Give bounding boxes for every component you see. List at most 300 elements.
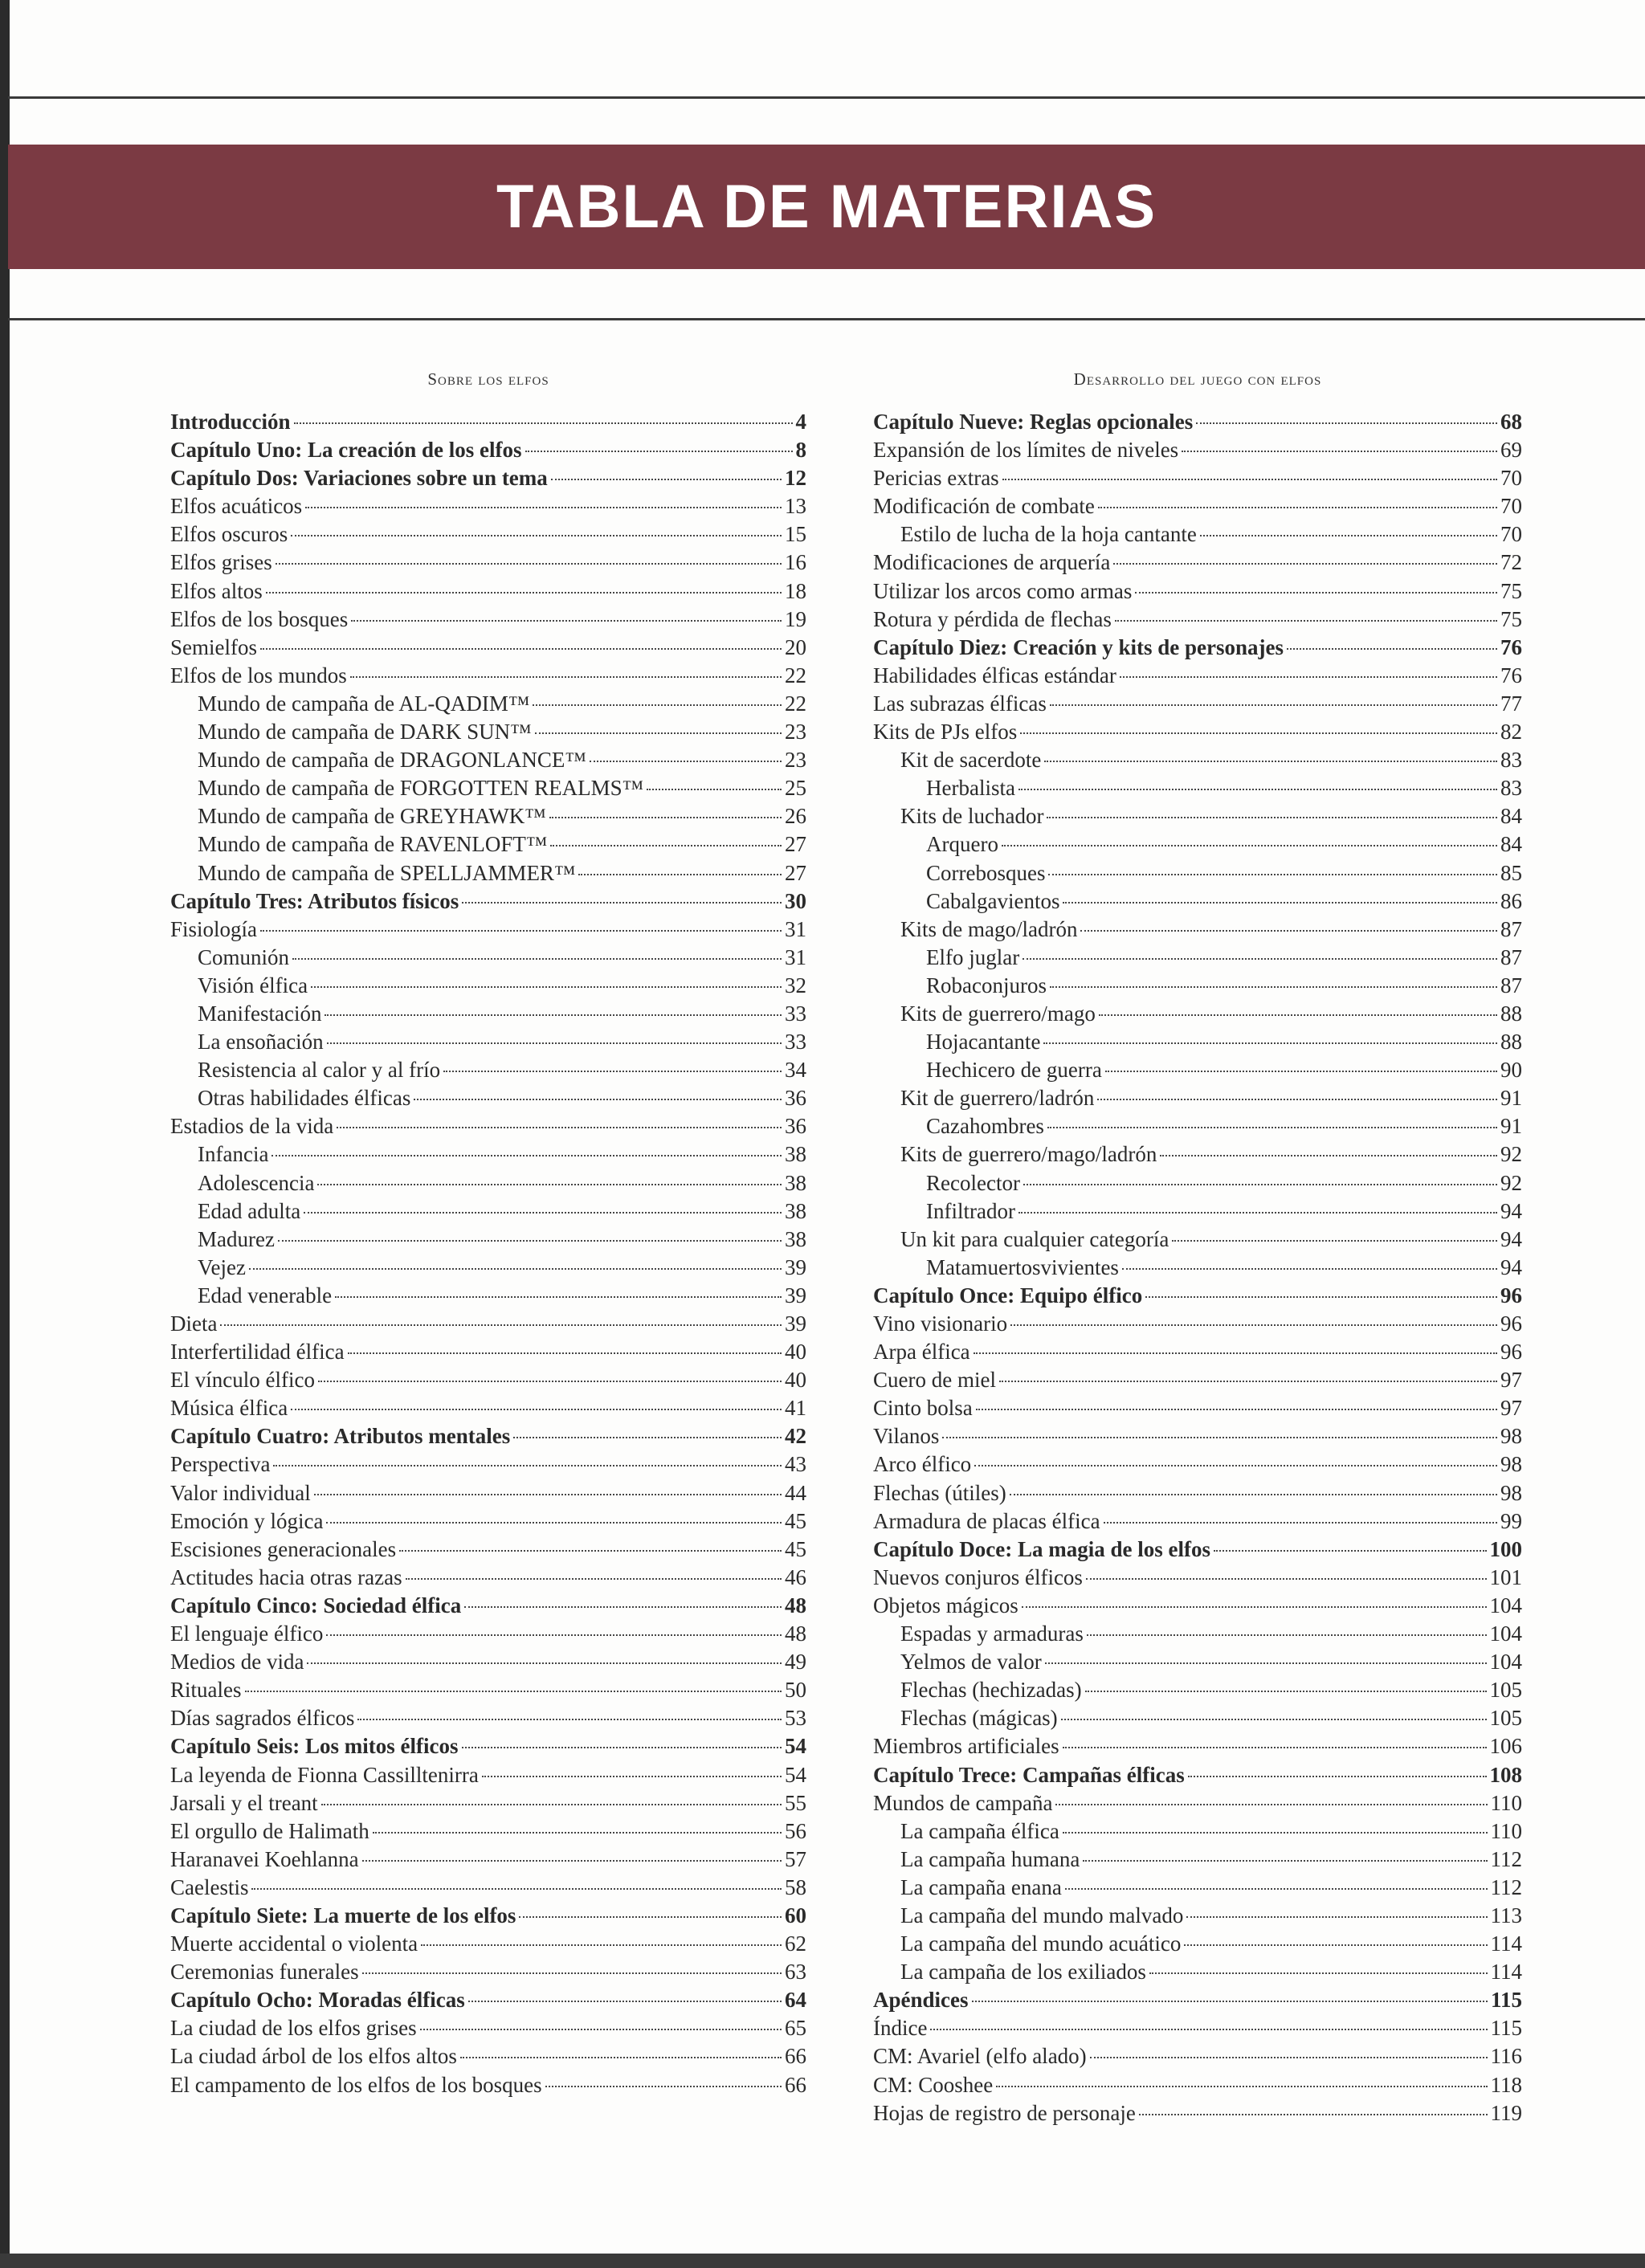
toc-dot-leader xyxy=(304,1212,782,1214)
toc-entry-title: Mundo de campaña de RAVENLOFT™ xyxy=(198,832,548,857)
toc-entry-title: Mundo de campaña de GREYHAWK™ xyxy=(198,804,546,829)
toc-dot-leader xyxy=(550,845,782,846)
top-rule xyxy=(8,96,1645,99)
toc-page-number: 45 xyxy=(785,1508,806,1533)
toc-dot-leader xyxy=(1184,1944,1487,1946)
toc-dot-leader xyxy=(942,1437,1497,1438)
left-section-heading: Sobre los elfos xyxy=(427,369,549,389)
toc-dot-leader xyxy=(1188,1776,1487,1777)
toc-dot-leader xyxy=(1065,1888,1488,1890)
toc-page-number: 116 xyxy=(1490,2044,1522,2069)
toc-entry-title: Ceremonias funerales xyxy=(170,1960,359,1984)
toc-entry xyxy=(170,718,806,746)
toc-entry-title: Yelmos de valor xyxy=(900,1650,1042,1674)
toc-entry xyxy=(873,916,1522,944)
toc-page-number: 88 xyxy=(1500,1001,1522,1026)
toc-dot-leader xyxy=(1120,676,1497,678)
toc-entry xyxy=(170,774,806,802)
toc-page-number: 23 xyxy=(785,720,806,744)
toc-entry-title: CM: Cooshee xyxy=(873,2072,994,2097)
toc-dot-leader xyxy=(513,1437,782,1438)
toc-dot-leader xyxy=(1002,479,1497,480)
toc-page-number: 119 xyxy=(1490,2100,1522,2125)
toc-entry xyxy=(873,802,1522,830)
toc-dot-leader xyxy=(1010,1324,1497,1326)
toc-page-number: 114 xyxy=(1490,1931,1522,1956)
toc-entry-title: Semielfos xyxy=(170,634,257,659)
toc-page-number: 63 xyxy=(785,1960,806,1984)
toc-dot-leader xyxy=(325,1014,782,1016)
toc-entry-title: Adolescencia xyxy=(198,1170,315,1195)
left-toc-column xyxy=(170,408,806,2099)
toc-entry-title: Hojas de registro de personaje xyxy=(873,2100,1136,2125)
toc-page-number: 39 xyxy=(785,1283,806,1307)
toc-entry xyxy=(170,1761,806,1789)
toc-dot-leader xyxy=(462,1747,782,1748)
toc-entry-title: La campaña élfica xyxy=(900,1818,1059,1843)
toc-entry-title: Mundo de campaña de SPELLJAMMER™ xyxy=(198,860,576,885)
toc-dot-leader xyxy=(317,1184,782,1185)
toc-entry xyxy=(170,1789,806,1817)
toc-entry xyxy=(873,1846,1522,1874)
toc-dot-leader xyxy=(460,2057,782,2058)
toc-entry xyxy=(170,2071,806,2099)
toc-entry xyxy=(170,859,806,887)
toc-entry-title: Infiltrador xyxy=(926,1198,1015,1223)
toc-entry xyxy=(873,1197,1522,1226)
toc-entry-title: Elfos acuáticos xyxy=(170,494,303,519)
toc-entry xyxy=(170,1846,806,1874)
toc-dot-leader xyxy=(535,732,782,734)
toc-entry-title: Valor individual xyxy=(170,1480,311,1505)
toc-entry-title: Vejez xyxy=(198,1254,246,1279)
toc-entry xyxy=(170,1338,806,1366)
toc-dot-leader xyxy=(647,789,782,790)
toc-entry-title: Rotura y pérdida de flechas xyxy=(873,606,1112,631)
toc-dot-leader xyxy=(462,902,782,904)
toc-entry xyxy=(873,972,1522,1000)
toc-dot-leader xyxy=(1083,1860,1487,1862)
toc-dot-leader xyxy=(399,1550,782,1552)
toc-dot-leader xyxy=(974,1465,1497,1466)
toc-entry-title: Interfertilidad élfica xyxy=(170,1340,345,1364)
toc-page-number: 45 xyxy=(785,1536,806,1561)
toc-entry xyxy=(170,944,806,972)
toc-page-number: 69 xyxy=(1500,438,1522,463)
toc-page-number: 104 xyxy=(1489,1650,1522,1674)
toc-entry xyxy=(873,1930,1522,1958)
toc-chapter-entry xyxy=(170,1986,806,2014)
toc-dot-leader xyxy=(350,676,782,678)
toc-page-number: 31 xyxy=(785,916,806,941)
toc-entry xyxy=(170,690,806,718)
toc-entry xyxy=(170,1676,806,1704)
toc-entry-title: Correbosques xyxy=(926,860,1046,885)
toc-dot-leader xyxy=(1063,1747,1487,1748)
toc-entry-title: Infancia xyxy=(198,1142,269,1167)
toc-entry-title: Arco élfico xyxy=(873,1452,972,1477)
toc-entry xyxy=(170,1536,806,1564)
toc-entry-title: Apéndices xyxy=(873,1988,969,2013)
toc-entry-title: Elfos altos xyxy=(170,578,263,603)
toc-page-number: 50 xyxy=(785,1678,806,1703)
toc-entry xyxy=(873,577,1522,606)
toc-dot-leader xyxy=(1090,2057,1488,2058)
toc-entry xyxy=(170,972,806,1000)
right-toc-column xyxy=(873,408,1522,2127)
toc-dot-leader xyxy=(1080,930,1497,932)
toc-page-number: 94 xyxy=(1500,1198,1522,1223)
toc-chapter-entry xyxy=(170,436,806,464)
toc-entry-title: Capítulo Doce: La magia de los elfos xyxy=(873,1536,1210,1561)
toc-page-number: 38 xyxy=(785,1198,806,1223)
toc-dot-leader xyxy=(1055,1804,1487,1805)
toc-dot-leader xyxy=(1113,563,1497,565)
toc-page-number: 91 xyxy=(1500,1086,1522,1111)
toc-page-number: 97 xyxy=(1500,1396,1522,1421)
toc-page-number: 40 xyxy=(785,1368,806,1393)
toc-dot-leader xyxy=(294,422,793,424)
toc-entry xyxy=(873,662,1522,690)
toc-entry xyxy=(170,1310,806,1338)
toc-entry xyxy=(873,1564,1522,1592)
toc-dot-leader xyxy=(1145,1296,1497,1298)
toc-page-number: 48 xyxy=(785,1593,806,1617)
toc-entry-title: La campaña enana xyxy=(900,1874,1062,1899)
toc-page-number: 96 xyxy=(1500,1311,1522,1336)
toc-entry-title: Armadura de placas élfica xyxy=(873,1508,1100,1533)
toc-page-number: 39 xyxy=(785,1254,806,1279)
toc-entry xyxy=(170,606,806,634)
toc-entry-title: Hojacantante xyxy=(926,1030,1041,1054)
toc-page-number: 84 xyxy=(1500,832,1522,857)
toc-entry xyxy=(873,1056,1522,1084)
toc-page-number: 13 xyxy=(785,494,806,519)
toc-entry xyxy=(873,1479,1522,1507)
toc-entry-title: Vilanos xyxy=(873,1424,940,1449)
toc-page-number: 96 xyxy=(1500,1283,1522,1307)
toc-page-number: 105 xyxy=(1489,1706,1522,1731)
toc-entry-title: Modificaciones de arquería xyxy=(873,550,1111,575)
toc-entry-title: Capítulo Tres: Atributos físicos xyxy=(170,888,459,913)
toc-entry-title: La ciudad árbol de los elfos altos xyxy=(170,2044,457,2069)
toc-dot-leader xyxy=(1002,845,1497,846)
toc-entry xyxy=(170,1197,806,1226)
toc-entry xyxy=(873,2042,1522,2070)
toc-page-number: 85 xyxy=(1500,860,1522,885)
toc-dot-leader xyxy=(1043,1042,1497,1044)
toc-entry-title: Elfos de los bosques xyxy=(170,606,349,631)
toc-page-number: 38 xyxy=(785,1226,806,1251)
toc-entry-title: Kits de PJs elfos xyxy=(873,720,1018,744)
toc-dot-leader xyxy=(1018,1212,1497,1214)
toc-entry xyxy=(873,1112,1522,1140)
toc-dot-leader xyxy=(482,1776,782,1777)
toc-page-number: 49 xyxy=(785,1650,806,1674)
toc-page-number: 60 xyxy=(785,1903,806,1927)
toc-entry-title: Elfo juglar xyxy=(926,944,1020,969)
toc-entry-title: CM: Avariel (elfo alado) xyxy=(873,2044,1087,2069)
toc-entry-title: Matamuertosvivientes xyxy=(926,1254,1119,1279)
toc-entry xyxy=(170,1282,806,1310)
toc-chapter-entry xyxy=(873,634,1522,662)
toc-chapter-entry xyxy=(170,887,806,916)
toc-page-number: 27 xyxy=(785,860,806,885)
toc-dot-leader xyxy=(1047,817,1497,818)
toc-entry-title: Edad venerable xyxy=(198,1283,333,1307)
toc-entry-title: Las subrazas élficas xyxy=(873,691,1047,716)
toc-entry xyxy=(873,1732,1522,1760)
toc-entry xyxy=(170,577,806,606)
toc-page-number: 26 xyxy=(785,804,806,829)
toc-page-number: 32 xyxy=(785,973,806,997)
toc-entry-title: Emoción y lógica xyxy=(170,1508,324,1533)
toc-entry-title: Capítulo Cuatro: Atributos mentales xyxy=(170,1424,511,1449)
toc-entry-title: Arquero xyxy=(926,832,998,857)
toc-entry xyxy=(873,1874,1522,1902)
toc-entry xyxy=(873,1592,1522,1620)
mid-rule xyxy=(8,318,1645,320)
toc-chapter-entry xyxy=(170,464,806,492)
toc-dot-leader xyxy=(1045,1662,1487,1664)
toc-dot-leader xyxy=(1099,1014,1497,1016)
toc-dot-leader xyxy=(533,704,782,706)
toc-entry xyxy=(170,1704,806,1732)
toc-entry xyxy=(873,1704,1522,1732)
toc-dot-leader xyxy=(321,1804,782,1805)
toc-page-number: 65 xyxy=(785,2016,806,2041)
toc-dot-leader xyxy=(305,507,782,508)
toc-entry xyxy=(873,690,1522,718)
toc-dot-leader xyxy=(251,1888,782,1890)
toc-page-number: 82 xyxy=(1500,720,1522,744)
toc-entry-title: Habilidades élficas estándar xyxy=(873,663,1116,687)
toc-dot-leader xyxy=(351,620,782,622)
toc-entry-title: Flechas (útiles) xyxy=(873,1480,1006,1505)
toc-entry xyxy=(170,2042,806,2070)
toc-dot-leader xyxy=(326,1634,782,1636)
toc-dot-leader xyxy=(1063,1832,1488,1834)
toc-entry-title: Vino visionario xyxy=(873,1311,1008,1336)
toc-entry-title: Herbalista xyxy=(926,776,1015,801)
toc-dot-leader xyxy=(245,1691,782,1692)
toc-page-number: 27 xyxy=(785,832,806,857)
toc-page-number: 38 xyxy=(785,1142,806,1167)
toc-page-number: 98 xyxy=(1500,1424,1522,1449)
right-section-heading: Desarrollo del juego con elfos xyxy=(1073,369,1322,389)
toc-dot-leader xyxy=(443,1071,782,1072)
toc-entry-title: Mundo de campaña de DRAGONLANCE™ xyxy=(198,748,586,773)
toc-page-number: 104 xyxy=(1489,1593,1522,1617)
toc-entry xyxy=(170,1028,806,1056)
toc-entry-title: El lenguaje élfico xyxy=(170,1621,324,1646)
toc-chapter-entry xyxy=(873,1536,1522,1564)
toc-entry xyxy=(170,1254,806,1282)
toc-entry-title: Kits de mago/ladrón xyxy=(900,916,1078,941)
toc-page-number: 75 xyxy=(1500,606,1522,631)
toc-page-number: 31 xyxy=(785,944,806,969)
toc-page-number: 113 xyxy=(1490,1903,1522,1927)
toc-page-number: 96 xyxy=(1500,1340,1522,1364)
toc-dot-leader xyxy=(1287,648,1497,650)
toc-page-number: 38 xyxy=(785,1170,806,1195)
toc-chapter-entry xyxy=(170,1902,806,1930)
toc-entry xyxy=(873,1310,1522,1338)
toc-entry-title: Estilo de lucha de la hoja cantante xyxy=(900,522,1197,547)
toc-page-number: 115 xyxy=(1490,1988,1522,2013)
toc-entry-title: Recolector xyxy=(926,1170,1020,1195)
toc-page-number: 72 xyxy=(1500,550,1522,575)
toc-page-number: 66 xyxy=(785,2072,806,2097)
toc-page-number: 70 xyxy=(1500,522,1522,547)
toc-dot-leader xyxy=(1097,1099,1497,1100)
toc-page-number: 55 xyxy=(785,1790,806,1815)
toc-page-number: 70 xyxy=(1500,466,1522,491)
toc-page-number: 39 xyxy=(785,1311,806,1336)
toc-dot-leader xyxy=(1135,592,1497,594)
toc-page-number: 112 xyxy=(1490,1846,1522,1871)
toc-entry xyxy=(170,1479,806,1507)
toc-page-number: 36 xyxy=(785,1114,806,1139)
toc-entry-title: Capítulo Siete: La muerte de los elfos xyxy=(170,1903,516,1927)
toc-entry-title: Flechas (mágicas) xyxy=(900,1706,1058,1731)
toc-dot-leader xyxy=(292,958,782,960)
toc-entry xyxy=(170,1056,806,1084)
toc-entry-title: Elfos oscuros xyxy=(170,522,288,547)
title-banner xyxy=(8,145,1645,269)
toc-page-number: 41 xyxy=(785,1396,806,1421)
toc-entry-title: Mundo de campaña de DARK SUN™ xyxy=(198,720,532,744)
toc-entry-title: Muerte accidental o violenta xyxy=(170,1931,418,1956)
toc-page-number: 23 xyxy=(785,748,806,773)
toc-entry-title: Perspectiva xyxy=(170,1452,271,1477)
toc-entry xyxy=(873,1140,1522,1169)
toc-page-number: 76 xyxy=(1500,634,1522,659)
toc-dot-leader xyxy=(1122,1268,1497,1270)
toc-entry xyxy=(873,1169,1522,1197)
toc-dot-leader xyxy=(590,761,782,762)
toc-page-number: 70 xyxy=(1500,494,1522,519)
toc-entry xyxy=(873,1422,1522,1450)
toc-entry-title: Miembros artificiales xyxy=(873,1734,1059,1759)
toc-entry-title: Otras habilidades élficas xyxy=(198,1086,411,1111)
toc-page-number: 86 xyxy=(1500,888,1522,913)
toc-page-number: 36 xyxy=(785,1086,806,1111)
toc-page-number: 94 xyxy=(1500,1254,1522,1279)
toc-dot-leader xyxy=(271,1155,782,1156)
toc-page-number: 54 xyxy=(785,1762,806,1787)
toc-entry xyxy=(873,887,1522,916)
toc-entry-title: Manifestación xyxy=(198,1001,322,1026)
toc-entry-title: Utilizar los arcos como armas xyxy=(873,578,1133,603)
toc-entry-title: Capítulo Cinco: Sociedad élfica xyxy=(170,1593,462,1617)
toc-dot-leader xyxy=(976,1409,1497,1410)
toc-entry-title: Escisiones generacionales xyxy=(170,1536,397,1561)
toc-entry-title: Haranavei Koehlanna xyxy=(170,1846,359,1871)
toc-entry-title: Kits de guerrero/mago xyxy=(900,1001,1096,1026)
toc-entry xyxy=(873,2071,1522,2099)
toc-entry xyxy=(873,436,1522,464)
toc-dot-leader xyxy=(525,451,793,452)
toc-dot-leader xyxy=(974,1352,1497,1354)
toc-entry-title: El vínculo élfico xyxy=(170,1368,315,1393)
toc-page-number: 91 xyxy=(1500,1114,1522,1139)
toc-dot-leader xyxy=(260,648,782,650)
toc-page-number: 64 xyxy=(785,1988,806,2013)
toc-dot-leader xyxy=(260,930,782,932)
toc-dot-leader xyxy=(1086,1578,1487,1580)
toc-entry-title: Música élfica xyxy=(170,1396,288,1421)
toc-entry-title: Hechicero de guerra xyxy=(926,1058,1102,1083)
toc-dot-leader xyxy=(930,2029,1487,2030)
toc-entry-title: Cazahombres xyxy=(926,1114,1044,1139)
toc-entry-title: La leyenda de Fionna Cassilltenirra xyxy=(170,1762,479,1787)
toc-page-number: 92 xyxy=(1500,1170,1522,1195)
toc-dot-leader xyxy=(1139,2114,1488,2115)
toc-entry xyxy=(873,1000,1522,1028)
toc-entry xyxy=(873,1620,1522,1648)
toc-entry xyxy=(873,718,1522,746)
toc-entry-title: Estadios de la vida xyxy=(170,1114,334,1139)
toc-page-number: 43 xyxy=(785,1452,806,1477)
toc-entry xyxy=(170,662,806,690)
toc-entry-title: Introducción xyxy=(170,410,291,434)
toc-entry xyxy=(170,1169,806,1197)
toc-entry-title: Un kit para cualquier categoría xyxy=(900,1226,1169,1251)
toc-dot-leader xyxy=(1048,874,1497,875)
toc-dot-leader xyxy=(972,2001,1488,2002)
toc-entry xyxy=(873,1226,1522,1254)
toc-entry xyxy=(170,1450,806,1479)
toc-page-number: 87 xyxy=(1500,916,1522,941)
toc-entry xyxy=(873,1084,1522,1112)
toc-entry-title: Actitudes hacia otras razas xyxy=(170,1564,402,1589)
toc-entry xyxy=(873,1394,1522,1422)
toc-entry-title: Caelestis xyxy=(170,1874,249,1899)
toc-page-number: 90 xyxy=(1500,1058,1522,1083)
toc-entry-title: Mundo de campaña de FORGOTTEN REALMS™ xyxy=(198,776,644,801)
toc-entry xyxy=(170,1874,806,1902)
toc-dot-leader xyxy=(1050,986,1497,988)
toc-entry-title: Expansión de los límites de niveles xyxy=(873,438,1179,463)
toc-page-number: 19 xyxy=(785,606,806,631)
toc-dot-leader xyxy=(362,1972,782,1974)
toc-page-number: 92 xyxy=(1500,1142,1522,1167)
toc-dot-leader xyxy=(307,1662,782,1664)
toc-page-number: 108 xyxy=(1489,1762,1522,1787)
toc-entry-title: Capítulo Ocho: Moradas élficas xyxy=(170,1988,465,2013)
toc-entry-title: Robaconjuros xyxy=(926,973,1047,997)
toc-entry-title: Jarsali y el treant xyxy=(170,1790,318,1815)
toc-page-number: 30 xyxy=(785,888,806,913)
toc-entry xyxy=(873,1254,1522,1282)
toc-page-number: 62 xyxy=(785,1931,806,1956)
toc-page-number: 88 xyxy=(1500,1030,1522,1054)
toc-dot-leader xyxy=(1186,1916,1487,1918)
toc-entry-title: Cinto bolsa xyxy=(873,1396,973,1421)
toc-page-number: 58 xyxy=(785,1874,806,1899)
toc-entry xyxy=(170,549,806,577)
toc-entry-title: Medios de vida xyxy=(170,1650,304,1674)
toc-entry xyxy=(873,549,1522,577)
toc-dot-leader xyxy=(1149,1972,1488,1974)
toc-page-number: 68 xyxy=(1500,410,1522,434)
toc-dot-leader xyxy=(1172,1240,1497,1242)
toc-dot-leader xyxy=(468,2001,782,2002)
toc-entry xyxy=(873,1507,1522,1536)
toc-entry-title: Capítulo Trece: Campañas élficas xyxy=(873,1762,1185,1787)
toc-dot-leader xyxy=(220,1324,782,1326)
